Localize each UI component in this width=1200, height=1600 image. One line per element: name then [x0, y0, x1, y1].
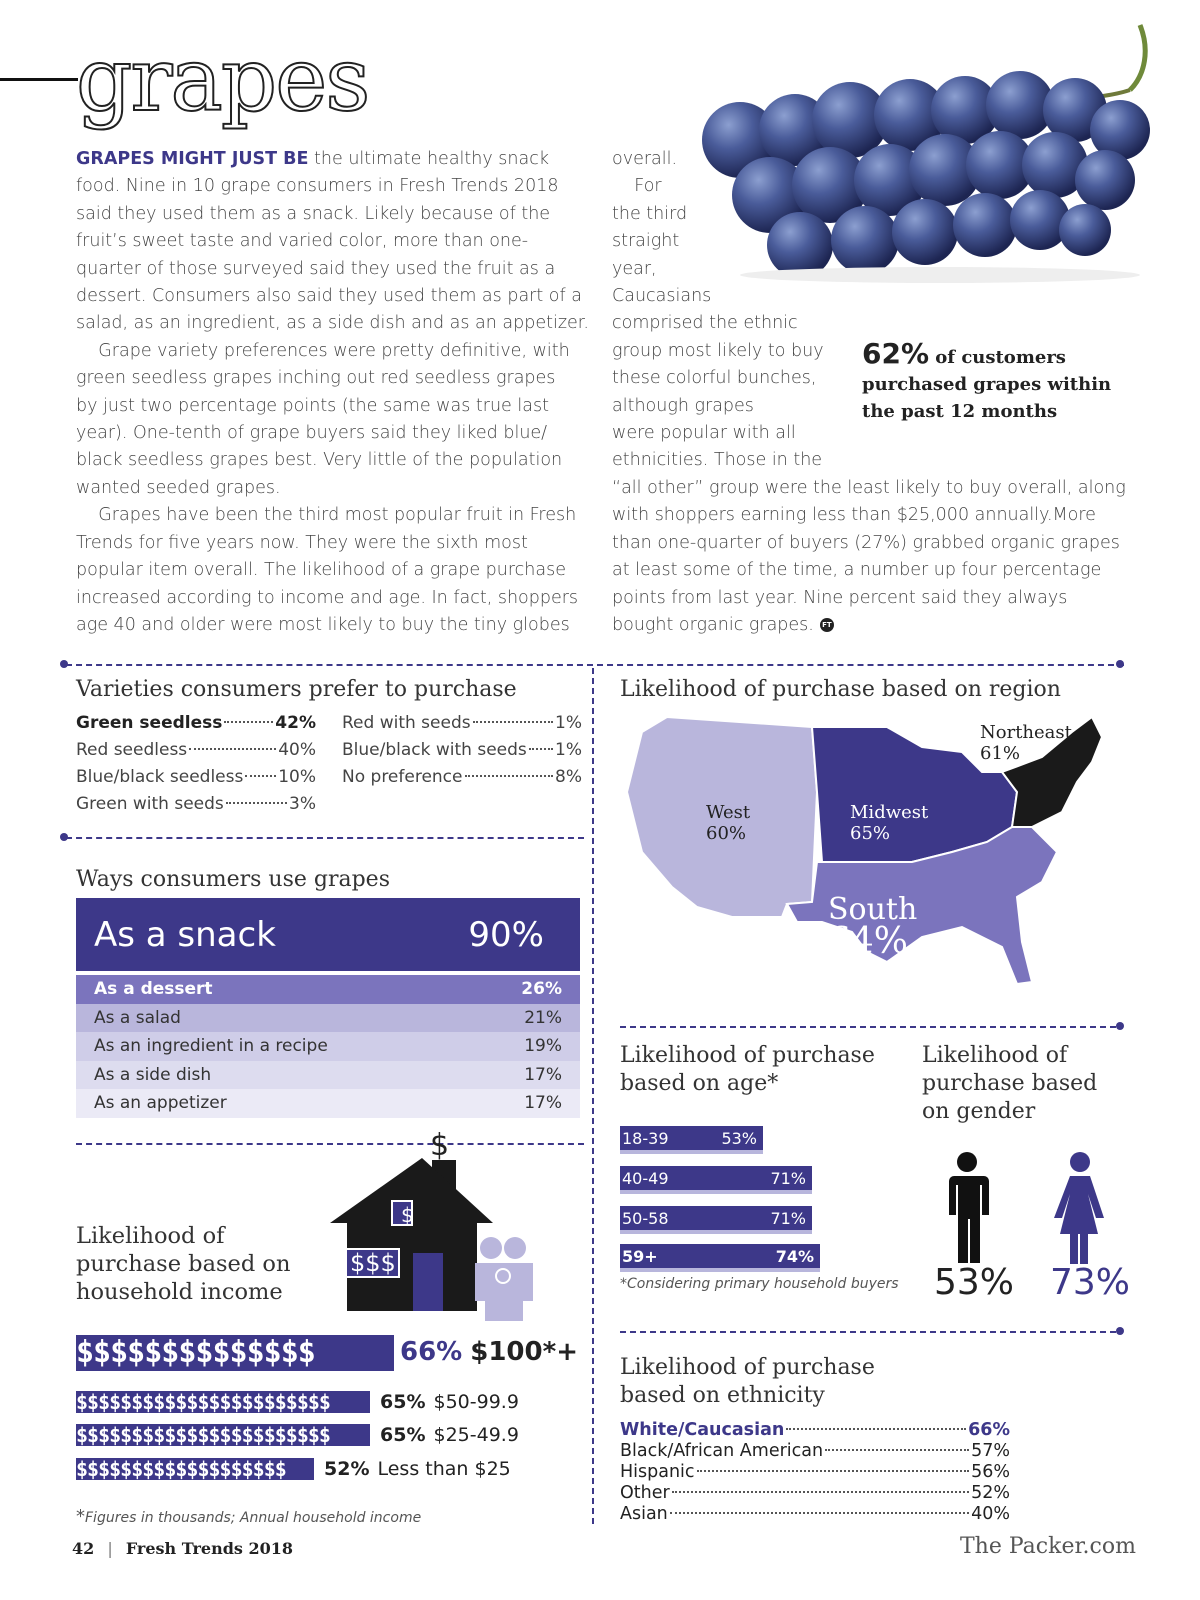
ethnicity-label: Other — [620, 1483, 670, 1503]
article-line: food. Nine in 10 grape consumers in Fresh Trends 2018 — [76, 176, 559, 197]
leader-dots — [670, 1512, 969, 1514]
ethnicity-label: Black/African American — [620, 1441, 824, 1461]
article-line: Caucasians — [612, 286, 712, 307]
article-lead: GRAPES MIGHT JUST BE — [76, 149, 309, 169]
variety-label: Red seedless — [76, 740, 188, 760]
variety-label: No preference — [342, 767, 463, 787]
income-range: $50-99.9 — [433, 1390, 519, 1413]
callout-text: of customers — [929, 347, 1066, 368]
income-bar: $$$$$$$$$$$$$$$$$$$$$$$ — [76, 1424, 370, 1446]
age-footnote: *Considering primary household buyers — [620, 1276, 899, 1292]
income-bar: $$$$$$$$$$$$$$ — [76, 1335, 394, 1371]
use-value: 17% — [524, 1093, 562, 1114]
age-value: 74% — [775, 1246, 814, 1266]
callout — [862, 337, 1162, 425]
age-title-line: based on age* — [620, 1071, 779, 1096]
use-label: As a dessert — [94, 979, 213, 1000]
use-row — [76, 1032, 580, 1061]
leader-dots — [697, 1470, 970, 1472]
uses-top-value: 90% — [468, 914, 544, 955]
leader-dots — [672, 1491, 969, 1493]
divider — [66, 664, 1124, 666]
income-range: $100*+ — [470, 1337, 578, 1368]
income-value: 66% — [400, 1337, 463, 1368]
article-line: quarter of those surveyed said they used the fruit as a — [76, 258, 556, 279]
income-label — [380, 1424, 519, 1446]
income-title — [76, 1222, 290, 1306]
income-label — [324, 1458, 511, 1480]
article-line: group most likely to buy — [612, 340, 824, 361]
income-value: 65% — [380, 1390, 426, 1413]
leader-dots — [473, 721, 553, 723]
ethnicity-title-line: based on ethnicity — [620, 1383, 825, 1408]
variety-value: 10% — [278, 767, 316, 787]
article-line-text: points from last year. Nine percent said they always — [612, 587, 1068, 608]
article-line — [612, 502, 1132, 529]
ethnicity-row — [620, 1483, 1010, 1504]
article-line: ethnicities. Those in the — [612, 450, 823, 471]
variety-label: Green seedless — [76, 713, 223, 733]
region-midwest-value: 65% — [850, 823, 891, 844]
article-line: For — [612, 176, 662, 197]
leader-dots — [786, 1428, 966, 1430]
age-value: 71% — [770, 1168, 806, 1188]
article-line: by just two percentage points (the same was true last — [76, 395, 549, 416]
footer-site: The Packer.com — [960, 1534, 1136, 1559]
article-line: popular item overall. The likelihood of a grape purchase — [76, 560, 566, 581]
article-line-text: with shoppers earning less than $25,000 annually.More — [612, 505, 1096, 526]
region-west-label — [706, 802, 750, 844]
article-line: increased according to income and age. In fact, shoppers — [76, 587, 579, 608]
variety-label: Blue/black seedless — [76, 767, 244, 787]
income-bar: $$$$$$$$$$$$$$$$$$$ — [76, 1458, 314, 1480]
region-northeast-value: 61% — [980, 743, 1021, 764]
age-bar — [620, 1206, 812, 1234]
region-west-name: West — [706, 802, 751, 823]
article-line: Grape variety preferences were pretty definitive, with — [76, 340, 570, 361]
age-label: 40-49 — [622, 1168, 669, 1188]
article-line: wanted seeded grapes. — [76, 477, 281, 498]
page-number: 42 — [72, 1539, 95, 1558]
use-value: 21% — [524, 1007, 562, 1028]
age-value: 53% — [721, 1128, 757, 1148]
leader-dots — [825, 1449, 969, 1451]
use-row — [76, 975, 580, 1004]
variety-value: 3% — [289, 794, 316, 814]
gender-title — [922, 1042, 1097, 1126]
article-line: dessert. Consumers also said they used them as part of a — [76, 286, 582, 307]
age-label: 50-58 — [622, 1208, 669, 1228]
callout-text: purchased grapes within — [862, 374, 1112, 395]
variety-label: Blue/black with seeds — [342, 740, 527, 760]
article-line: black seedless grapes best. Very little of the population — [76, 450, 563, 471]
article-line — [612, 475, 1132, 502]
income-title-line: household income — [76, 1279, 283, 1305]
variety-value: 1% — [555, 740, 582, 760]
article-line: salad, as an ingredient, as a side dish and as an appetizer. — [76, 313, 589, 334]
callout-pct: 62% — [862, 337, 930, 370]
ethnicity-row — [620, 1504, 1010, 1525]
article-line: year). One-tenth of grape buyers said they liked blue/ — [76, 423, 548, 444]
income-bar: $$$$$$$$$$$$$$$$$$$$$$$ — [76, 1391, 370, 1413]
title-rule — [0, 78, 78, 81]
divider — [620, 1331, 1116, 1333]
ethnicity-row — [620, 1441, 1010, 1462]
income-range: Less than $25 — [377, 1457, 511, 1480]
use-value: 17% — [524, 1064, 562, 1085]
divider-dot — [1116, 1022, 1124, 1030]
article-line — [612, 612, 1132, 639]
uses-rows — [76, 975, 580, 1118]
divider-dot — [1116, 660, 1124, 668]
article-line — [612, 557, 1132, 584]
use-row — [76, 1004, 580, 1033]
article-line-text: at least some of the time, a number up four percentage — [612, 560, 1102, 581]
ethnicity-value: 52% — [971, 1483, 1010, 1503]
article-line-text: “all other” group were the least likely to buy overall, along — [612, 477, 1126, 498]
article-line: comprised the ethnic — [612, 313, 798, 334]
article-line: Trends for five years now. They were the sixth most — [76, 532, 528, 553]
variety-value: 8% — [555, 767, 582, 787]
ethnicity-label: White/Caucasian — [620, 1420, 785, 1440]
leader-dots — [226, 802, 287, 804]
ethnicity-title — [620, 1354, 875, 1410]
income-title-line: purchase based on — [76, 1251, 291, 1277]
use-row — [76, 1089, 580, 1118]
female-icon — [1052, 1152, 1108, 1264]
article-line-text: than one-quarter of buyers (27%) grabbed organic grapes — [612, 532, 1120, 553]
article-line: said they used them as a snack. Likely because of the — [76, 203, 551, 224]
ethnicity-list — [620, 1420, 1010, 1525]
article-line: green seedless grapes inching out red seedless grapes — [76, 368, 556, 389]
age-label: 59+ — [622, 1246, 658, 1266]
variety-label: Green with seeds — [76, 794, 224, 814]
leader-dots — [529, 748, 553, 750]
income-title-line: Likelihood of — [76, 1223, 225, 1249]
divider — [66, 837, 584, 839]
uses-title: Ways consumers use grapes — [76, 867, 390, 892]
variety-row — [342, 737, 582, 764]
income-value: 65% — [380, 1423, 426, 1446]
ethnicity-row — [620, 1420, 1010, 1441]
article-line: the ultimate healthy snack — [308, 149, 549, 169]
variety-value: 40% — [278, 740, 316, 760]
article-line: the third — [612, 203, 688, 224]
gender-title-line: on gender — [922, 1099, 1036, 1124]
income-label — [400, 1337, 578, 1367]
ethnicity-label: Hispanic — [620, 1462, 695, 1482]
female-value: 73% — [1050, 1262, 1131, 1303]
region-south-name: South — [828, 892, 918, 927]
gender-title-line: purchase based — [922, 1071, 1098, 1096]
ethnicity-title-line: Likelihood of purchase — [620, 1355, 875, 1380]
use-label: As an ingredient in a recipe — [94, 1036, 328, 1057]
variety-row — [76, 737, 316, 764]
article-line: overall. — [612, 149, 678, 169]
male-value: 53% — [934, 1262, 1015, 1303]
article-line: age 40 and older were most likely to buy the tiny globes — [76, 614, 570, 635]
use-label: As a side dish — [94, 1064, 212, 1085]
ethnicity-row — [620, 1462, 1010, 1483]
use-label: As an appetizer — [94, 1093, 227, 1114]
column-divider — [592, 668, 594, 1524]
article-line — [612, 585, 1132, 612]
footnote-text: Figures in thousands; Annual household income — [85, 1510, 422, 1526]
variety-row — [76, 791, 316, 818]
article-line: were popular with all — [612, 423, 796, 444]
leader-dots — [224, 721, 273, 723]
house-sign-dollars: $$$ — [350, 1249, 396, 1277]
ethnicity-value: 40% — [971, 1504, 1010, 1524]
male-icon — [944, 1152, 990, 1264]
article-line: Grapes have been the third most popular fruit in Fresh — [76, 505, 577, 526]
divider — [620, 1026, 1116, 1028]
income-value: 52% — [324, 1457, 370, 1480]
region-northeast-label — [980, 722, 1072, 764]
ethnicity-value: 66% — [968, 1420, 1010, 1440]
region-midwest-label — [850, 802, 928, 844]
age-title-line: Likelihood of purchase — [620, 1043, 875, 1068]
article-line — [612, 530, 1132, 557]
article-line: although grapes — [612, 395, 754, 416]
leader-dots — [189, 748, 276, 750]
uses-top-label: As a snack — [94, 914, 276, 955]
variety-value: 1% — [555, 713, 582, 733]
varieties-left — [76, 710, 316, 818]
house-chimney-dollar: $ — [430, 1128, 450, 1163]
article-line: year, — [612, 258, 657, 279]
callout-text: the past 12 months — [862, 401, 1058, 422]
ethnicity-label: Asian — [620, 1504, 668, 1524]
variety-value: 42% — [275, 713, 316, 733]
region-south-label — [828, 892, 918, 962]
page-title: grapes — [76, 28, 369, 131]
age-value: 71% — [770, 1208, 806, 1228]
age-bar — [620, 1166, 812, 1194]
varieties-title: Varieties consumers prefer to purchase — [76, 677, 517, 702]
region-midwest-name: Midwest — [850, 802, 929, 823]
publication-name: Fresh Trends 2018 — [125, 1539, 294, 1558]
article-line: straight — [612, 231, 680, 252]
income-range: $25-49.9 — [433, 1423, 519, 1446]
variety-row — [342, 764, 582, 791]
footnote-star: * — [76, 1506, 85, 1527]
ethnicity-value: 56% — [971, 1462, 1010, 1482]
region-south-value: 64% — [828, 921, 909, 962]
age-bar — [620, 1244, 820, 1272]
varieties-right — [342, 710, 582, 791]
end-mark-icon: FT — [820, 618, 834, 632]
article-line: these colorful bunches, — [612, 368, 817, 389]
use-label: As a salad — [94, 1007, 181, 1028]
uses-top-bar — [76, 898, 580, 971]
house-window-dollar: $ — [401, 1203, 414, 1227]
variety-row — [342, 710, 582, 737]
article-line: fruit’s sweet taste and varied color, more than one- — [76, 231, 529, 252]
article-col1 — [76, 146, 589, 639]
income-footnote — [76, 1506, 421, 1527]
region-title: Likelihood of purchase based on region — [620, 677, 1061, 702]
variety-label: Red with seeds — [342, 713, 471, 733]
age-title — [620, 1042, 875, 1098]
gender-title-line: Likelihood of — [922, 1043, 1068, 1068]
footer-left — [72, 1539, 293, 1558]
leader-dots — [465, 775, 554, 777]
income-label — [380, 1391, 519, 1413]
leader-dots — [245, 775, 276, 777]
use-value: 19% — [524, 1036, 562, 1057]
region-northeast-name: Northeast — [980, 722, 1072, 743]
age-label: 18-39 — [622, 1128, 669, 1148]
footer-sep: | — [107, 1539, 113, 1558]
use-value: 26% — [521, 979, 562, 1000]
variety-row — [76, 710, 316, 737]
use-row — [76, 1061, 580, 1090]
variety-row — [76, 764, 316, 791]
age-bar — [620, 1126, 763, 1154]
ethnicity-value: 57% — [971, 1441, 1010, 1461]
article-line-text: bought organic grapes. — [612, 614, 814, 635]
region-west-value: 60% — [706, 823, 747, 844]
divider-dot — [1116, 1327, 1124, 1335]
